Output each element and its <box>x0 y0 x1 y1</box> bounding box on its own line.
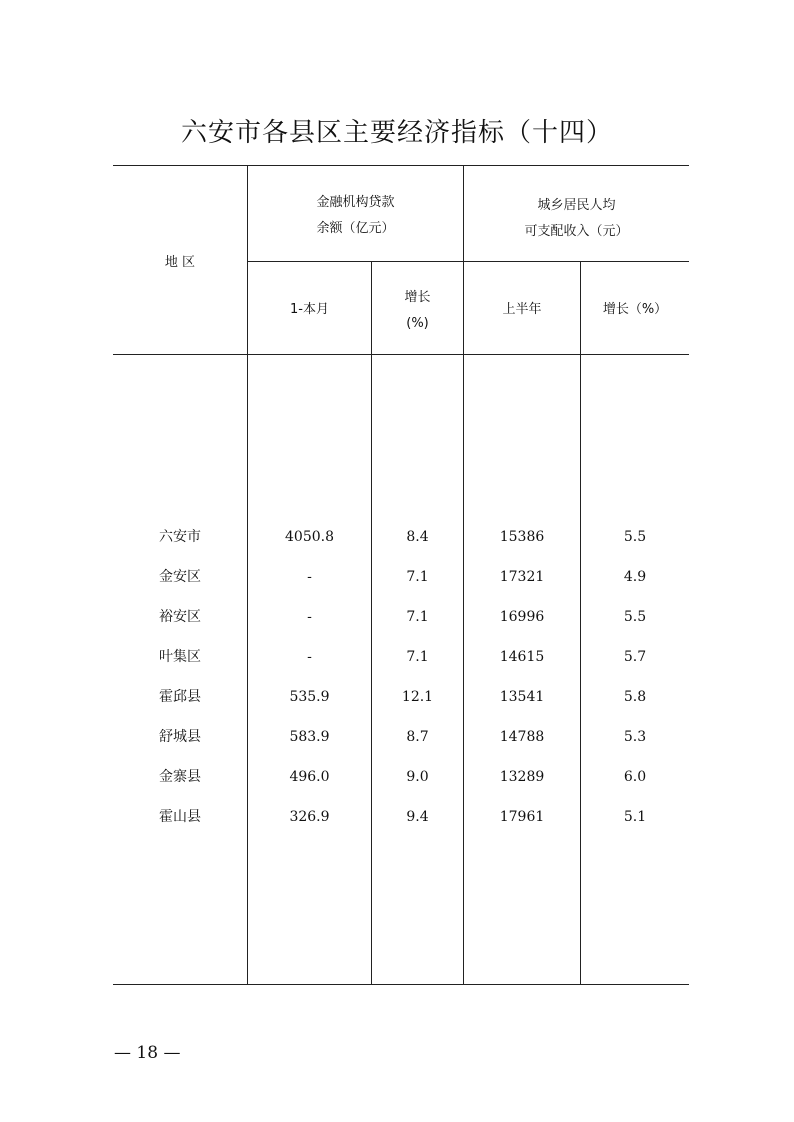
cell-loan: 535.9 <box>289 689 330 705</box>
header-loan-period <box>248 297 371 323</box>
header-group-rule <box>248 261 689 262</box>
cell-income-growth: 5.1 <box>623 809 647 825</box>
cell-loan: 326.9 <box>289 809 330 825</box>
cell-income: 15386 <box>499 529 545 545</box>
cell-income: 16996 <box>499 609 545 625</box>
header-income-group-line1: 城乡居民人均 <box>537 198 616 213</box>
header-income-period-label: 上半年 <box>502 302 542 317</box>
cell-loan: 496.0 <box>289 769 330 785</box>
cell-income-growth: 4.9 <box>623 569 647 585</box>
cell-loan-growth: 9.4 <box>406 809 429 825</box>
header-income-group-line2: 可支配收入（元） <box>524 224 629 239</box>
header-income-group <box>464 193 689 245</box>
header-bottom-rule <box>113 354 689 355</box>
header-loan-growth-line2: (%) <box>406 316 429 331</box>
header-income-growth-label: 增长（%） <box>602 302 668 317</box>
cell-loan: - <box>307 609 312 625</box>
header-loan-period-label: 1-本月 <box>290 302 329 317</box>
cell-loan-growth: 8.4 <box>406 529 429 545</box>
cell-region: 霍邱县 <box>159 689 201 705</box>
cell-loan: - <box>307 569 312 585</box>
cell-loan-growth: 12.1 <box>401 689 434 705</box>
cell-income: 13289 <box>499 769 545 785</box>
cell-income-growth: 5.3 <box>623 729 647 745</box>
cell-region: 六安市 <box>159 529 201 545</box>
cell-income-growth: 5.5 <box>623 609 647 625</box>
header-loan-growth-line1: 增长 <box>404 290 431 305</box>
cell-income: 17321 <box>499 569 545 585</box>
page-title: 六安市各县区主要经济指标（十四） <box>180 118 613 148</box>
header-loan-group-line2: 余额（亿元） <box>316 221 395 236</box>
header-income-period <box>464 297 580 323</box>
cell-region: 舒城县 <box>159 729 201 745</box>
cell-loan: 583.9 <box>289 729 330 745</box>
cell-loan: - <box>307 649 312 665</box>
table-bottom-rule <box>113 984 689 985</box>
cell-region: 霍山县 <box>159 809 201 825</box>
page-number: — 18 — <box>114 1043 181 1063</box>
cell-income-growth: 5.7 <box>623 649 647 665</box>
header-loan-group-line1: 金融机构贷款 <box>316 195 395 210</box>
cell-income: 13541 <box>499 689 545 705</box>
cell-region: 金安区 <box>159 569 201 585</box>
header-region-label: 地 区 <box>164 255 196 270</box>
cell-income-growth: 6.0 <box>623 769 647 785</box>
cell-region: 裕安区 <box>159 609 201 625</box>
cell-loan-growth: 8.7 <box>406 729 429 745</box>
cell-loan-growth: 7.1 <box>406 569 429 585</box>
cell-income: 14788 <box>499 729 545 745</box>
cell-income-growth: 5.8 <box>623 689 647 705</box>
cell-region: 金寨县 <box>159 769 201 785</box>
header-loan-growth <box>372 285 463 337</box>
header-loan-group <box>248 190 463 242</box>
cell-income: 17961 <box>499 809 545 825</box>
header-income-growth <box>581 297 689 323</box>
cell-loan: 4050.8 <box>285 529 334 545</box>
header-region <box>113 250 247 276</box>
cell-income: 14615 <box>499 649 545 665</box>
cell-loan-growth: 7.1 <box>406 649 429 665</box>
cell-loan-growth: 9.0 <box>406 769 429 785</box>
cell-income-growth: 5.5 <box>623 529 647 545</box>
cell-loan-growth: 7.1 <box>406 609 429 625</box>
cell-region: 叶集区 <box>159 649 201 665</box>
table-top-rule <box>113 165 689 166</box>
